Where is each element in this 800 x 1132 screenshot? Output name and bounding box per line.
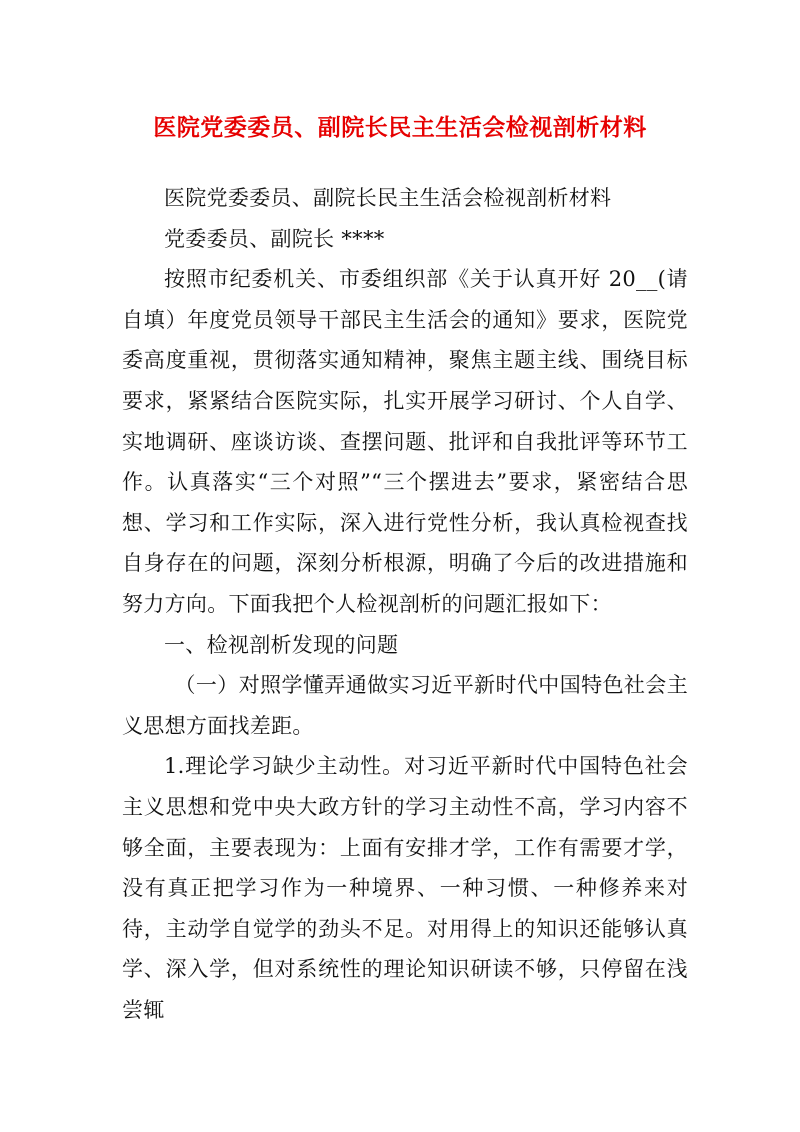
subsection-heading: （一）对照学懂弄通做实习近平新时代中国特色社会主义思想方面找差距。 [122,673,688,738]
subtitle-paragraph: 医院党委委员、副院长民主生活会检视剖析材料 [164,186,612,210]
point-paragraph: 1.理论学习缺少主动性。对习近平新时代中国特色社会主义思想和党中央大政方针的学习主动性不高，学习内容不够全面，主要表现为：上面有安排才学，工作有需要才学，没有真正把学习作为一种境界、一种习惯、一种修养来对待，主动学自觉学的劲头不足。对用得上的知识还能够认真学、深入学，但对系统性的理论知识研读不够，只停留在浅尝辄 [122,754,688,1022]
section-heading: 一、检视剖析发现的问题 [164,632,399,657]
document-title: 医院党委委员、副院长民主生活会检视剖析材料 [153,114,647,141]
intro-paragraph: 按照市纪委机关、市委组织部《关于认真开好 20__(请自填）年度党员领导干部民主生活会的通知》要求，医院党委高度重视，贯彻落实通知精神，聚焦主题主线、围绕目标要求，紧紧结合医院实际，扎实开展学习研讨、个人自学、实地调研、座谈访谈、查摆问题、批评和自我批评等环节工作。认真落实“三个对照”“三个摆进去”要求，紧密结合思想、学习和工作实际，深入进行党性分析，我认真检视查找自身存在的问题，深刻分析根源，明确了今后的改进措施和努力方向。下面我把个人检视剖析的问题汇报如下： [122,267,688,616]
author-line: 党委委员、副院长 **** [164,226,385,251]
document-body [122,178,688,1030]
